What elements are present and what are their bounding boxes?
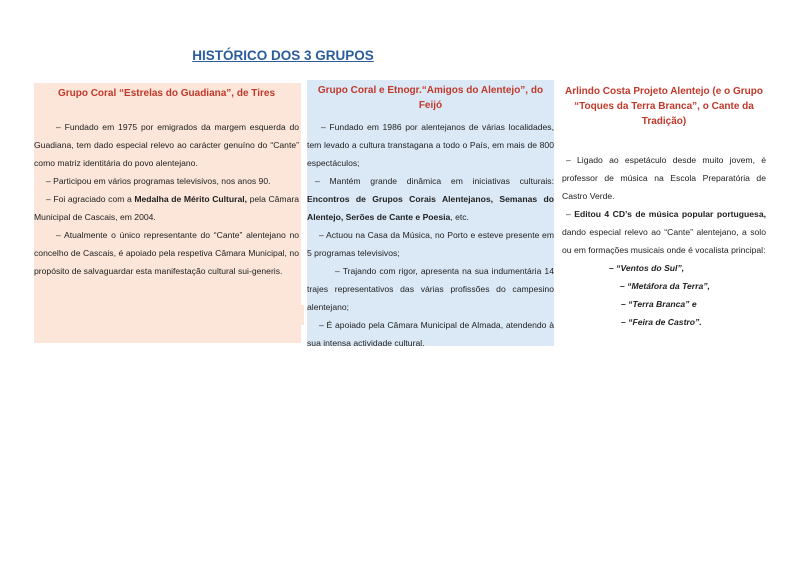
paragraph: – Fundado em 1986 por alentejanos de várias localidades, tem levado a cultura transtagana a todo o País, em mais de 800 espectáculos; xyxy=(307,122,554,168)
paragraph: – Fundado em 1975 por emigrados da margem esquerda do Guadiana, tem dado especial relevo ao carácter genuíno do “Cante” como matriz identitária do povo alentejano. xyxy=(34,122,299,168)
cd-title: – “Feira de Castro”. xyxy=(621,317,702,327)
text: pela Câmara Municipal de Cascais, em 2004. xyxy=(34,194,300,222)
column-estrelas-do-guadiana xyxy=(34,83,301,343)
text: dando especial relevo ao “Cante” alentejano, a solo ou em formações musicais onde é vocalista principal: xyxy=(562,227,766,255)
highlight-text: Editou 4 CD’s de música popular portuguesa, xyxy=(574,209,766,219)
paragraph: – Ligado ao espetáculo desde muito jovem, é professor de música na Escola Preparatória de Castro Verde. xyxy=(562,155,766,201)
column-arlindo-costa xyxy=(562,80,766,380)
text: – Mantém grande dinâmica em iniciativas culturais: xyxy=(315,176,554,186)
highlight-text: Encontros de Grupos Corais Alentejanos, Semanas do Alentejo, Serões de Cante e Poesia xyxy=(307,194,554,222)
paragraph xyxy=(562,205,766,259)
column-amigos-do-alentejo xyxy=(307,80,554,346)
highlight-text: Medalha de Mérito Cultural, xyxy=(134,194,248,204)
paragraph: – É apoiado pela Câmara Municipal de Almada, atendendo à sua intensa actividade cultural. xyxy=(307,320,554,348)
text: – xyxy=(566,209,575,219)
cd-title: – “Metáfora da Terra”, xyxy=(620,281,710,291)
paragraph xyxy=(307,172,554,226)
background-patch xyxy=(297,305,304,325)
column-title: Grupo Coral e Etnogr.“Amigos do Alentejo”, do Feijó xyxy=(317,85,544,111)
cd-title: – “Ventos do Sul”, xyxy=(609,263,685,273)
paragraph: – Trajando com rigor, apresenta na sua indumentária 14 trajes representativos das várias profissões do campesino alentejano; xyxy=(307,266,554,312)
paragraph: – Participou em vários programas televisivos, nos anos 90. xyxy=(46,176,271,186)
paragraph: – Atualmente o único representante do “Cante” alentejano no concelho de Cascais, é apoiado pela respetiva Câmara Municipal, no propósito de salvaguardar esta manifestação cultural sui-generis. xyxy=(34,230,299,276)
column-title: Arlindo Costa Projeto Alentejo (e o Grupo “Toques da Terra Branca”, o Cante da Tradição) xyxy=(565,86,763,127)
column-title: Grupo Coral “Estrelas do Guadiana”, de Tires xyxy=(57,88,276,99)
page-title: HISTÓRICO DOS 3 GRUPOS xyxy=(192,48,374,63)
cd-title: – “Terra Branca” e xyxy=(621,299,697,309)
paragraph: – Actuou na Casa da Música, no Porto e esteve presente em 5 programas televisivos; xyxy=(307,230,554,258)
text: , etc. xyxy=(450,212,469,222)
paragraph xyxy=(34,190,299,226)
text: – Foi agraciado com a xyxy=(46,194,135,204)
